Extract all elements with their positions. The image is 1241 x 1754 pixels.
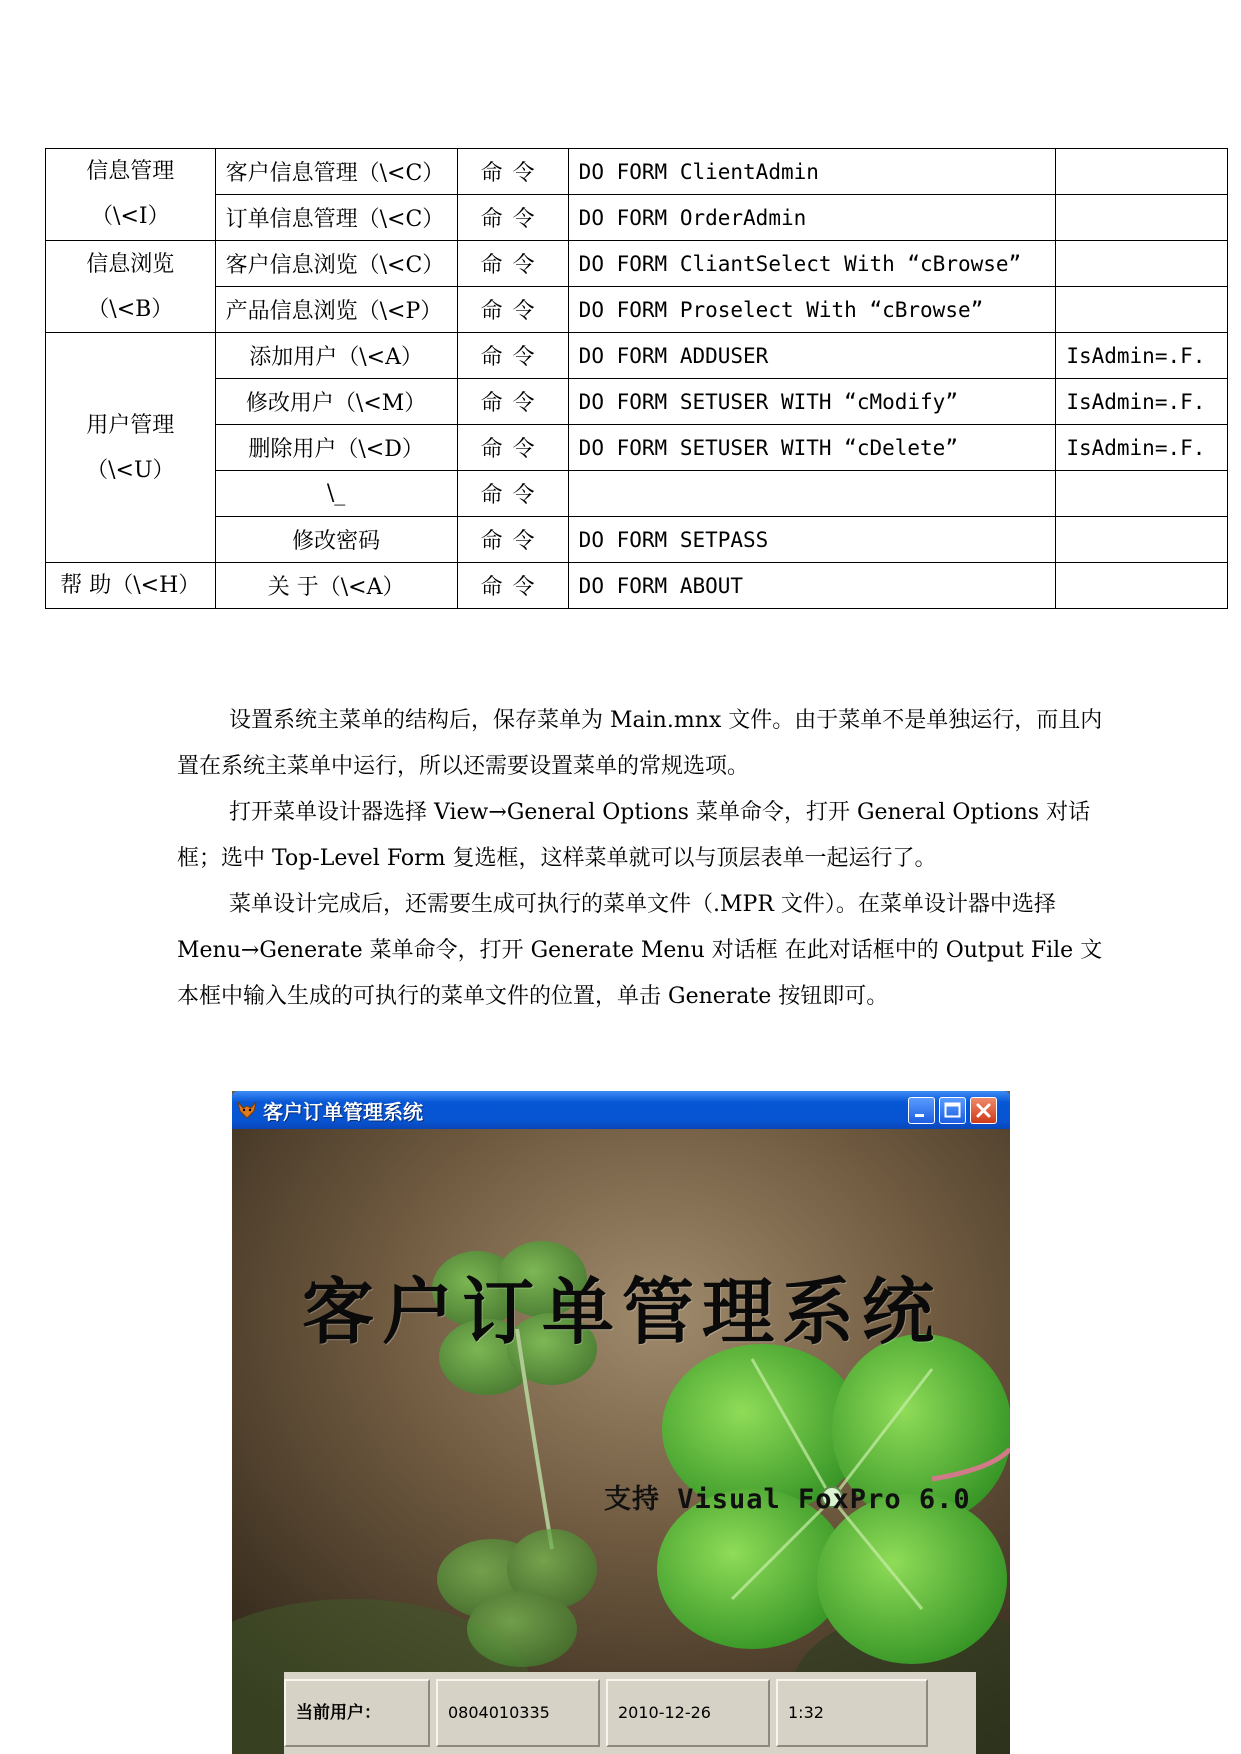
- support-text: 支持 Visual FoxPro 6.0: [604, 1484, 971, 1515]
- menu-item-command: DO FORM SETUSER WITH “cModify”: [568, 379, 1056, 425]
- body-text: [177, 698, 1117, 1020]
- paragraph: 菜单设计完成后，还需要生成可执行的菜单文件（.MPR 文件）。在菜单设计器中选择 Menu→Generate 菜单命令，打开 Generate Menu 对话框 在此对话框中的 Output File 文本框中输入生成的可执行的菜单文件的位置，单击 Generate 按钮即可。: [177, 892, 1103, 1009]
- menu-item-type: 命令: [457, 149, 568, 195]
- menu-item-command: DO FORM ClientAdmin: [568, 149, 1056, 195]
- clover-photo: [232, 1129, 1010, 1754]
- menu-item-skip: [1056, 517, 1228, 563]
- menu-item-skip: [1056, 287, 1228, 333]
- menu-item-label: 订单信息管理（\<C）: [215, 195, 457, 241]
- splash-background: [232, 1129, 1010, 1754]
- status-time: 1:32: [776, 1679, 928, 1747]
- menu-item-type: 命令: [457, 333, 568, 379]
- menu-item-label: 关 于（\<A）: [215, 563, 457, 609]
- window-title: 客户订单管理系统: [263, 1100, 423, 1124]
- table-row: [46, 471, 1228, 517]
- menu-item-command: DO FORM Proselect With “cBrowse”: [568, 287, 1056, 333]
- status-date: 2010-12-26: [606, 1679, 770, 1747]
- menu-item-label: 修改用户（\<M）: [215, 379, 457, 425]
- splash-title: 客户订单管理系统: [302, 1269, 943, 1354]
- table-row: [46, 425, 1228, 471]
- menu-item-skip: IsAdmin=.F.: [1056, 379, 1228, 425]
- menu-item-command: [568, 471, 1056, 517]
- table-row: [46, 287, 1228, 333]
- menu-item-type: 命令: [457, 241, 568, 287]
- minimize-icon: [909, 1098, 934, 1123]
- paragraph: 设置系统主菜单的结构后，保存菜单为 Main.mnx 文件。由于菜单不是单独运行，而且内置在系统主菜单中运行，所以还需要设置菜单的常规选项。: [177, 708, 1103, 779]
- maximize-icon: [940, 1098, 965, 1123]
- menu-structure-table: [45, 148, 1228, 609]
- menu-item-command: DO FORM SETPASS: [568, 517, 1056, 563]
- menu-group-name: 用户管理 （\<U）: [46, 333, 216, 563]
- table-row: [46, 517, 1228, 563]
- menu-item-label: 客户信息管理（\<C）: [215, 149, 457, 195]
- app-window-screenshot: [232, 1091, 1010, 1754]
- menu-item-label: 修改密码: [215, 517, 457, 563]
- menu-item-label: 添加用户（\<A）: [215, 333, 457, 379]
- menu-item-command: DO FORM ABOUT: [568, 563, 1056, 609]
- menu-item-type: 命令: [457, 425, 568, 471]
- menu-item-skip: [1056, 563, 1228, 609]
- title-bar[interactable]: [232, 1091, 1010, 1129]
- menu-item-type: 命令: [457, 563, 568, 609]
- menu-group-name: 帮 助（\<H）: [46, 563, 216, 609]
- menu-item-skip: [1056, 149, 1228, 195]
- close-button[interactable]: [970, 1097, 997, 1124]
- fox-icon: [236, 1100, 258, 1120]
- menu-item-type: 命令: [457, 195, 568, 241]
- paragraph: 打开菜单设计器选择 View→General Options 菜单命令，打开 General Options 对话框；选中 Top-Level Form 复选框，这样菜单就可以与顶层表单一起运行了。: [177, 800, 1091, 871]
- menu-item-label: 删除用户（\<D）: [215, 425, 457, 471]
- current-user-label: 当前用户：: [284, 1679, 430, 1747]
- table-row: [46, 563, 1228, 609]
- menu-item-command: DO FORM CliantSelect With “cBrowse”: [568, 241, 1056, 287]
- menu-item-type: 命令: [457, 517, 568, 563]
- maximize-button[interactable]: [939, 1097, 966, 1124]
- table-row: [46, 241, 1228, 287]
- menu-item-label: 产品信息浏览（\<P）: [215, 287, 457, 333]
- table-row: [46, 379, 1228, 425]
- menu-item-type: 命令: [457, 287, 568, 333]
- table-row: [46, 149, 1228, 195]
- menu-item-skip: IsAdmin=.F.: [1056, 425, 1228, 471]
- menu-item-type: 命令: [457, 379, 568, 425]
- menu-item-skip: [1056, 471, 1228, 517]
- minimize-button[interactable]: [908, 1097, 935, 1124]
- current-user-value: 0804010335: [436, 1679, 600, 1747]
- menu-group-name: 信息管理 （\<I）: [46, 149, 216, 241]
- menu-item-label: \_: [215, 471, 457, 517]
- menu-item-skip: [1056, 241, 1228, 287]
- menu-item-skip: [1056, 195, 1228, 241]
- menu-item-command: DO FORM ADDUSER: [568, 333, 1056, 379]
- menu-item-skip: IsAdmin=.F.: [1056, 333, 1228, 379]
- status-bar: [284, 1672, 976, 1754]
- table-row: [46, 195, 1228, 241]
- close-icon: [971, 1098, 996, 1123]
- menu-item-label: 客户信息浏览（\<C）: [215, 241, 457, 287]
- menu-group-name: 信息浏览 （\<B）: [46, 241, 216, 333]
- menu-item-type: 命令: [457, 471, 568, 517]
- table-row: [46, 333, 1228, 379]
- menu-item-command: DO FORM OrderAdmin: [568, 195, 1056, 241]
- menu-item-command: DO FORM SETUSER WITH “cDelete”: [568, 425, 1056, 471]
